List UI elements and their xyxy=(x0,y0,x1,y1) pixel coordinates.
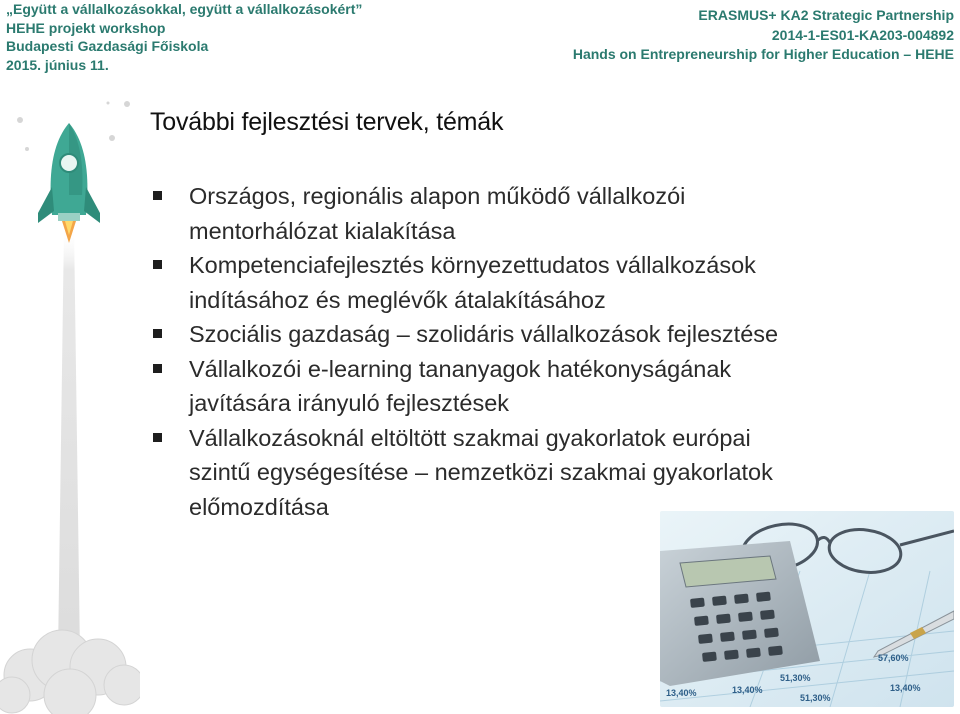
calculator-photo xyxy=(660,511,954,707)
sheet-number: 51,30% xyxy=(780,673,811,683)
rocket-illustration xyxy=(0,95,140,714)
bullet-square-icon xyxy=(153,260,162,269)
sheet-number: 13,40% xyxy=(732,685,763,695)
sheet-number: 51,30% xyxy=(800,693,831,703)
list-item: Vállalkozói e-learning tananyagok hatékonyságának javítására irányuló fejlesztések xyxy=(152,352,912,421)
rocket-icon xyxy=(38,123,100,243)
bullet-square-icon xyxy=(153,329,162,338)
slide-title: További fejlesztési tervek, témák xyxy=(150,108,504,136)
bullet-square-icon xyxy=(153,433,162,442)
project-code: 2014-1-ES01-KA203-004892 xyxy=(771,26,954,43)
sheet-number: 13,40% xyxy=(666,688,697,698)
list-item: Országos, regionális alapon működő vállalkozói mentorhálózat kialakítása xyxy=(152,179,912,248)
list-item: Szociális gazdaság – szolidáris vállalkozások fejlesztése xyxy=(152,317,912,352)
list-item: Vállalkozásoknál eltöltött szakmai gyakorlatok európai szintű egységesítése – nemzetközi szakmai gyakorlatok előmozdítása xyxy=(152,421,912,525)
sheet-number: 57,60% xyxy=(878,653,909,663)
program-name: ERASMUS+ KA2 Strategic Partnership xyxy=(698,7,954,23)
bullet-square-icon xyxy=(153,364,162,373)
project-title: Hands on Entrepreneurship for Higher Education – HEHE xyxy=(572,46,954,62)
event-venue: Budapesti Gazdasági Főiskola xyxy=(6,38,209,54)
header-event-info xyxy=(6,0,362,74)
bullet-square-icon xyxy=(153,191,162,200)
bullet-list xyxy=(152,179,912,524)
sheet-number: 13,40% xyxy=(890,683,921,693)
header-project-info xyxy=(573,6,954,65)
event-slogan: „Együtt a vállalkozásokkal, együtt a vállalkozásokért” xyxy=(6,1,363,17)
event-date: 2015. június 11. xyxy=(6,56,109,73)
list-item: Kompetenciafejlesztés környezettudatos vállalkozások indításához és meglévők átalakításához xyxy=(152,248,912,317)
event-name: HEHE projekt workshop xyxy=(6,19,166,36)
